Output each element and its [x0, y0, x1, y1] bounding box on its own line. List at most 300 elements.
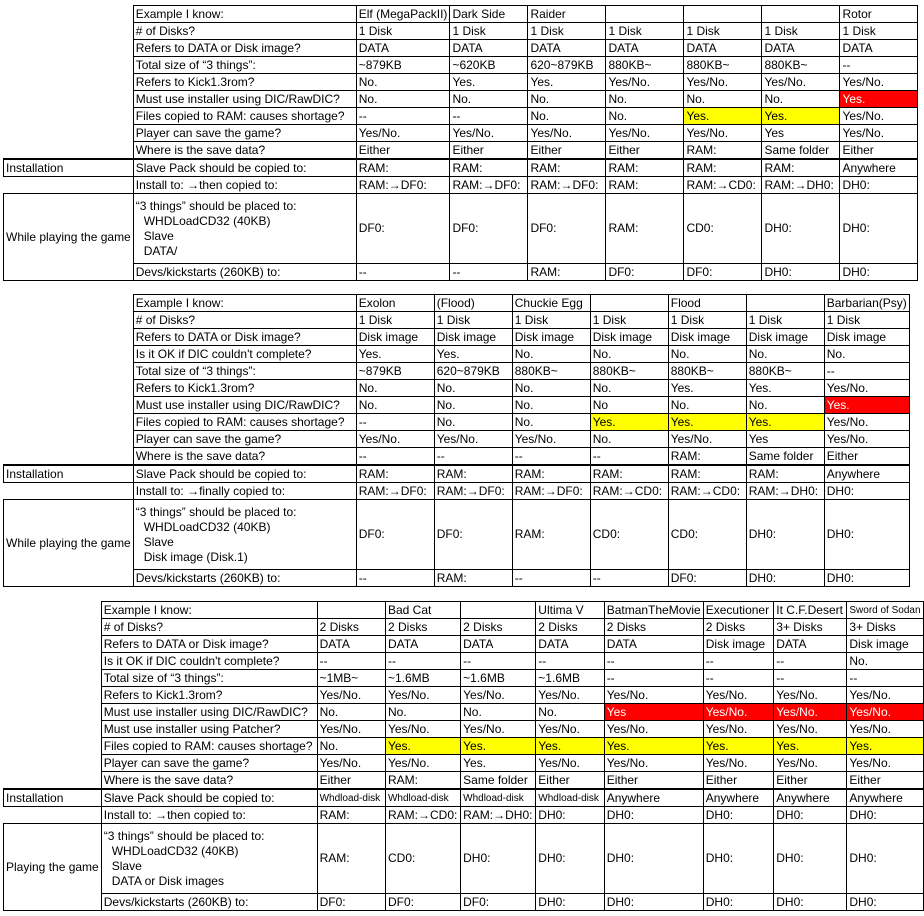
table-cell: Anywhere: [774, 789, 847, 807]
table-row: [4, 91, 918, 108]
table-cell: Yes/No.: [847, 755, 924, 772]
table-cell: RAM:→DF0:: [528, 177, 606, 194]
table-cell: RAM:: [356, 465, 434, 483]
table-cell: No.: [762, 91, 840, 108]
highlight-yellow-cell: Yes.: [668, 414, 746, 431]
table-cell: ~1MB~: [317, 670, 385, 687]
table-cell: RAM:→DF0:: [356, 177, 450, 194]
comparison-table-3: [3, 601, 924, 911]
table-cell: No.: [317, 738, 385, 755]
table-cell: DF0:: [684, 264, 762, 281]
table-cell: Yes/No.: [774, 755, 847, 772]
game-name-cell: Barbarian(Psy): [824, 295, 909, 312]
table-cell: RAM:: [668, 465, 746, 483]
table-cell: DF0:: [317, 894, 385, 911]
row-label: Player can save the game?: [133, 125, 356, 142]
table-cell: RAM:: [606, 177, 684, 194]
table-cell: 1 Disk: [840, 23, 918, 40]
table-cell: Yes/No.: [824, 380, 909, 397]
table-cell: DF0:: [450, 194, 528, 264]
table-cell: --: [824, 363, 909, 380]
table-cell: DH0:: [824, 500, 909, 570]
row-label: Refers to Kick1.3rom?: [133, 74, 356, 91]
highlight-red-cell: Yes/No.: [847, 704, 924, 721]
table-cell: 2 Disks: [461, 619, 536, 636]
table-cell: CD0:: [590, 500, 668, 570]
table-cell: No.: [606, 108, 684, 125]
table-cell: Yes/No.: [703, 721, 774, 738]
table-cell: RAM:: [512, 465, 590, 483]
table-row: [4, 397, 910, 414]
row-label: Where is the save data?: [133, 142, 356, 160]
row-label: Install to: →then copied to:: [101, 807, 317, 824]
table-cell: No.: [590, 431, 668, 448]
table-cell: Yes/No.: [774, 687, 847, 704]
table-cell: No.: [356, 91, 450, 108]
table-cell: --: [356, 414, 434, 431]
game-name-cell: (Flood): [434, 295, 512, 312]
table-cell: Either: [604, 772, 703, 790]
table-cell: RAM:: [684, 142, 762, 160]
table-cell: No.: [528, 108, 606, 125]
table-row: [4, 312, 910, 329]
highlight-yellow-cell: Yes.: [746, 414, 824, 431]
table-cell: DATA: [317, 636, 385, 653]
table-cell: Yes/No.: [840, 74, 918, 91]
table-cell: Either: [317, 772, 385, 790]
table-row: [4, 653, 924, 670]
table-cell: --: [356, 108, 450, 125]
table-cell: ~879KB: [356, 363, 434, 380]
table-cell: RAM:: [590, 465, 668, 483]
table-cell: CD0:: [684, 194, 762, 264]
table-row: [4, 807, 924, 824]
table-cell: 1 Disk: [606, 23, 684, 40]
table-cell: Disk image: [668, 329, 746, 346]
game-name-cell: [590, 295, 668, 312]
table-cell: RAM:: [434, 465, 512, 483]
table-cell: Yes/No.: [684, 125, 762, 142]
table-cell: --: [512, 570, 590, 587]
row-label-line: “3 things” should be placed to:: [103, 828, 265, 843]
table-cell: Yes/No.: [461, 721, 536, 738]
highlight-yellow-cell: Yes.: [461, 738, 536, 755]
row-label-line: WHDLoadCD32 (40KB): [111, 843, 239, 858]
section-label: Installation: [4, 159, 134, 177]
row-label: # of Disks?: [133, 23, 356, 40]
table-cell: Yes/No.: [356, 431, 434, 448]
section-label: While playing the game: [4, 500, 134, 587]
table-cell: --: [774, 653, 847, 670]
table-cell: Whdload-disk: [317, 789, 385, 807]
table-cell: 880KB~: [746, 363, 824, 380]
table-cell: Yes/No.: [847, 687, 924, 704]
table-row: [4, 295, 910, 312]
table-row: [4, 448, 910, 466]
table-cell: Yes/No.: [450, 125, 528, 142]
table-row: [4, 108, 918, 125]
game-name-cell: Bad Cat: [385, 602, 460, 619]
row-label: Slave Pack should be copied to:: [133, 159, 356, 177]
table-cell: No.: [512, 397, 590, 414]
table-cell: DF0:: [356, 194, 450, 264]
section-label: Installation: [4, 465, 134, 483]
table-row: [4, 465, 910, 483]
table-cell: RAM:: [434, 570, 512, 587]
table-cell: DATA: [684, 40, 762, 57]
table-cell: DF0:: [606, 264, 684, 281]
table-cell: 880KB~: [762, 57, 840, 74]
section-label: Playing the game: [4, 824, 102, 911]
table-cell: 1 Disk: [590, 312, 668, 329]
game-name-cell: [317, 602, 385, 619]
row-label: [133, 194, 356, 264]
table-cell: 2 Disks: [604, 619, 703, 636]
table-cell: 880KB~: [684, 57, 762, 74]
table-cell: Disk image: [434, 329, 512, 346]
row-label: Files copied to RAM: causes shortage?: [133, 108, 356, 125]
table-cell: RAM:→DF0:: [434, 483, 512, 500]
table-row: [4, 721, 924, 738]
table-cell: RAM:: [356, 159, 450, 177]
table-cell: Yes/No.: [317, 755, 385, 772]
table-cell: DH0:: [461, 824, 536, 894]
table-cell: Disk image: [703, 636, 774, 653]
table-cell: DATA: [385, 636, 460, 653]
row-label: Example I know:: [133, 6, 356, 23]
table-cell: No.: [746, 397, 824, 414]
table-cell: --: [840, 57, 918, 74]
row-label: Refers to Kick1.3rom?: [101, 687, 317, 704]
game-name-cell: Dark Side: [450, 6, 528, 23]
table-cell: DH0:: [746, 570, 824, 587]
table-cell: 880KB~: [668, 363, 746, 380]
table-cell: 620~879KB: [528, 57, 606, 74]
table-row: [4, 57, 918, 74]
table-cell: Yes/No.: [604, 755, 703, 772]
table-cell: Whdload-disk: [385, 789, 460, 807]
table-cell: Yes/No.: [536, 687, 604, 704]
table-cell: Same folder: [461, 772, 536, 790]
table-cell: Yes/No.: [703, 687, 774, 704]
table-cell: No.: [528, 91, 606, 108]
table-cell: DH0:: [824, 570, 909, 587]
row-label: Example I know:: [101, 602, 317, 619]
table-row: [4, 346, 910, 363]
table-cell: RAM:→DH0:: [746, 483, 824, 500]
table-cell: DH0:: [703, 824, 774, 894]
table-cell: Yes/No.: [528, 125, 606, 142]
row-label-line: Slave: [143, 228, 174, 243]
game-name-cell: It C.F.Desert: [774, 602, 847, 619]
table-cell: --: [774, 670, 847, 687]
table-cell: Either: [847, 772, 924, 790]
table-cell: ~1.6MB: [461, 670, 536, 687]
table-cell: --: [434, 448, 512, 466]
table-cell: No.: [461, 704, 536, 721]
table-cell: RAM:: [512, 500, 590, 570]
row-label: [101, 824, 317, 894]
table-cell: DH0:: [746, 500, 824, 570]
row-label: Must use installer using DIC/RawDIC?: [101, 704, 317, 721]
table-row: [4, 414, 910, 431]
table-cell: Yes.: [746, 380, 824, 397]
highlight-red-cell: Yes/No.: [774, 704, 847, 721]
table-cell: --: [703, 653, 774, 670]
table-row: [4, 483, 910, 500]
table-cell: DH0:: [604, 824, 703, 894]
row-label: Files copied to RAM: causes shortage?: [133, 414, 356, 431]
table-cell: --: [536, 653, 604, 670]
table-cell: DH0:: [824, 483, 909, 500]
table-cell: DH0:: [774, 894, 847, 911]
table-cell: No.: [434, 380, 512, 397]
row-label: Total size of “3 things”:: [133, 57, 356, 74]
table-cell: RAM:: [385, 772, 460, 790]
row-label: Total size of “3 things”:: [101, 670, 317, 687]
table-row: [4, 431, 910, 448]
table-cell: DH0:: [847, 824, 924, 894]
table-cell: RAM:→DF0:: [512, 483, 590, 500]
table-cell: Yes/No.: [385, 721, 460, 738]
table-cell: Yes/No.: [356, 125, 450, 142]
table-cell: DH0:: [840, 264, 918, 281]
row-label: Is it OK if DIC couldn't complete?: [133, 346, 356, 363]
game-name-cell: [746, 295, 824, 312]
table-cell: Either: [774, 772, 847, 790]
table-cell: No.: [356, 380, 434, 397]
table-cell: Yes/No.: [606, 74, 684, 91]
table-cell: Yes/No.: [604, 687, 703, 704]
table-row: [4, 755, 924, 772]
table-cell: --: [317, 653, 385, 670]
table-row: [4, 74, 918, 91]
table-cell: 880KB~: [590, 363, 668, 380]
row-label: Player can save the game?: [133, 431, 356, 448]
table-row: [4, 894, 924, 911]
table-row: [4, 602, 924, 619]
table-cell: Same folder: [762, 142, 840, 160]
table-cell: 2 Disks: [536, 619, 604, 636]
table-cell: Yes/No.: [847, 721, 924, 738]
table-cell: Disk image: [847, 636, 924, 653]
table-cell: Yes/No.: [604, 721, 703, 738]
table-cell: RAM:→DF0:: [450, 177, 528, 194]
row-label: Total size of “3 things”:: [133, 363, 356, 380]
row-label: # of Disks?: [101, 619, 317, 636]
table-cell: Yes/No.: [668, 431, 746, 448]
table-cell: No.: [512, 346, 590, 363]
table-cell: 1 Disk: [434, 312, 512, 329]
table-cell: 1 Disk: [668, 312, 746, 329]
highlight-yellow-cell: Yes.: [847, 738, 924, 755]
game-name-cell: Exolon: [356, 295, 434, 312]
game-name-cell: [762, 6, 840, 23]
table-cell: Yes/No.: [840, 125, 918, 142]
table-row: [4, 142, 918, 160]
game-name-cell: BatmanTheMovie: [604, 602, 703, 619]
table-cell: DH0:: [604, 894, 703, 911]
table-cell: RAM:: [528, 264, 606, 281]
table-cell: Anywhere: [703, 789, 774, 807]
table-row: [4, 6, 918, 23]
table-cell: RAM:: [606, 159, 684, 177]
table-cell: Yes/No.: [317, 721, 385, 738]
row-label: Must use installer using DIC/RawDIC?: [133, 91, 356, 108]
table-cell: --: [512, 448, 590, 466]
table-cell: DH0:: [536, 807, 604, 824]
table-cell: Yes/No.: [385, 687, 460, 704]
table-cell: Yes/No.: [840, 108, 918, 125]
table-cell: Anywhere: [604, 789, 703, 807]
table-cell: Anywhere: [824, 465, 909, 483]
row-label: Refers to DATA or Disk image?: [101, 636, 317, 653]
table-cell: DATA: [450, 40, 528, 57]
table-row: [4, 789, 924, 807]
highlight-red-cell: Yes.: [824, 397, 909, 414]
table-cell: Disk image: [746, 329, 824, 346]
table-cell: Disk image: [590, 329, 668, 346]
table-cell: --: [703, 670, 774, 687]
row-label-line: “3 things” should be placed to:: [135, 198, 297, 213]
row-label: Devs/kickstarts (260KB) to:: [133, 570, 356, 587]
table-cell: DH0:: [604, 807, 703, 824]
table-cell: Whdload-disk: [536, 789, 604, 807]
table-cell: Yes/No.: [434, 431, 512, 448]
table-cell: Disk image: [356, 329, 434, 346]
table-cell: DH0:: [847, 807, 924, 824]
table-cell: --: [847, 670, 924, 687]
table-cell: 880KB~: [512, 363, 590, 380]
table-cell: 3+ Disks: [847, 619, 924, 636]
table-cell: RAM:: [684, 159, 762, 177]
table-cell: RAM:→DH0:: [461, 807, 536, 824]
row-label-line: Slave: [111, 858, 142, 873]
table-row: [4, 380, 910, 397]
highlight-yellow-cell: Yes.: [536, 738, 604, 755]
row-label: # of Disks?: [133, 312, 356, 329]
table-cell: DH0:: [762, 264, 840, 281]
table-cell: Either: [606, 142, 684, 160]
table-cell: DH0:: [847, 894, 924, 911]
highlight-red-cell: Yes.: [840, 91, 918, 108]
row-label: Slave Pack should be copied to:: [101, 789, 317, 807]
table-cell: Yes/No.: [762, 74, 840, 91]
table-cell: No.: [512, 380, 590, 397]
table-cell: RAM:→CD0:: [385, 807, 460, 824]
table-cell: RAM:→CD0:: [590, 483, 668, 500]
table-row: [4, 194, 918, 264]
table-row: [4, 363, 910, 380]
table-cell: 2 Disks: [317, 619, 385, 636]
row-label: Devs/kickstarts (260KB) to:: [133, 264, 356, 281]
table-cell: 1 Disk: [356, 312, 434, 329]
table-row: [4, 824, 924, 894]
table-cell: Yes: [762, 125, 840, 142]
row-label: Where is the save data?: [101, 772, 317, 790]
table-cell: Disk image: [512, 329, 590, 346]
table-cell: DATA: [528, 40, 606, 57]
table-cell: Either: [356, 142, 450, 160]
table-cell: Yes/No.: [824, 414, 909, 431]
game-name-cell: Flood: [668, 295, 746, 312]
table-row: [4, 570, 910, 587]
table-cell: 1 Disk: [528, 23, 606, 40]
table-cell: No.: [590, 380, 668, 397]
comparison-table-2: [3, 294, 910, 587]
table-cell: No.: [668, 397, 746, 414]
table-row: [4, 23, 918, 40]
table-cell: Yes/No.: [703, 755, 774, 772]
row-label-line: Disk image (Disk.1): [143, 549, 248, 564]
table-cell: --: [604, 653, 703, 670]
highlight-red-cell: Yes/No.: [703, 704, 774, 721]
table-cell: Yes/No.: [684, 74, 762, 91]
table-cell: DATA: [840, 40, 918, 57]
table-cell: Yes/No.: [512, 431, 590, 448]
table-cell: DF0:: [385, 894, 460, 911]
highlight-yellow-cell: Yes.: [604, 738, 703, 755]
table-cell: Yes.: [434, 346, 512, 363]
game-name-cell: [461, 602, 536, 619]
table-cell: Either: [528, 142, 606, 160]
highlight-yellow-cell: Yes.: [774, 738, 847, 755]
table-cell: Yes/No.: [536, 721, 604, 738]
table-cell: No.: [512, 414, 590, 431]
row-label: Install to: →finally copied to:: [133, 483, 356, 500]
table-cell: --: [356, 264, 450, 281]
table-cell: No.: [385, 704, 460, 721]
table-row: [4, 40, 918, 57]
row-label-line: DATA/: [143, 243, 178, 258]
table-cell: RAM:: [317, 824, 385, 894]
row-label-line: “3 things” should be placed to:: [135, 504, 297, 519]
table-cell: DH0:: [536, 824, 604, 894]
table-cell: ~620KB: [450, 57, 528, 74]
table-cell: DF0:: [528, 194, 606, 264]
table-cell: DH0:: [774, 807, 847, 824]
table-cell: RAM:→CD0:: [684, 177, 762, 194]
table-cell: 2 Disks: [385, 619, 460, 636]
table-cell: RAM:: [528, 159, 606, 177]
row-label: [133, 500, 356, 570]
table-cell: --: [461, 653, 536, 670]
row-label: Devs/kickstarts (260KB) to:: [101, 894, 317, 911]
table-cell: No.: [824, 346, 909, 363]
table-cell: DATA: [774, 636, 847, 653]
table-cell: DATA: [762, 40, 840, 57]
table-cell: No.: [847, 653, 924, 670]
table-cell: Yes.: [528, 74, 606, 91]
table-cell: Either: [824, 448, 909, 466]
table-cell: RAM:: [606, 194, 684, 264]
game-name-cell: Chuckie Egg: [512, 295, 590, 312]
table-cell: Either: [536, 772, 604, 790]
table-cell: CD0:: [385, 824, 460, 894]
table-cell: Same folder: [746, 448, 824, 466]
table-cell: Yes/No.: [536, 755, 604, 772]
table-cell: --: [604, 670, 703, 687]
row-label-line: WHDLoadCD32 (40KB): [143, 519, 271, 534]
table-row: [4, 687, 924, 704]
row-label: Refers to Kick1.3rom?: [133, 380, 356, 397]
section-label: Installation: [4, 789, 102, 807]
table-cell: RAM:: [762, 159, 840, 177]
highlight-yellow-cell: Yes.: [762, 108, 840, 125]
table-cell: --: [356, 448, 434, 466]
table-cell: 620~879KB: [434, 363, 512, 380]
game-name-cell: Executioner: [703, 602, 774, 619]
